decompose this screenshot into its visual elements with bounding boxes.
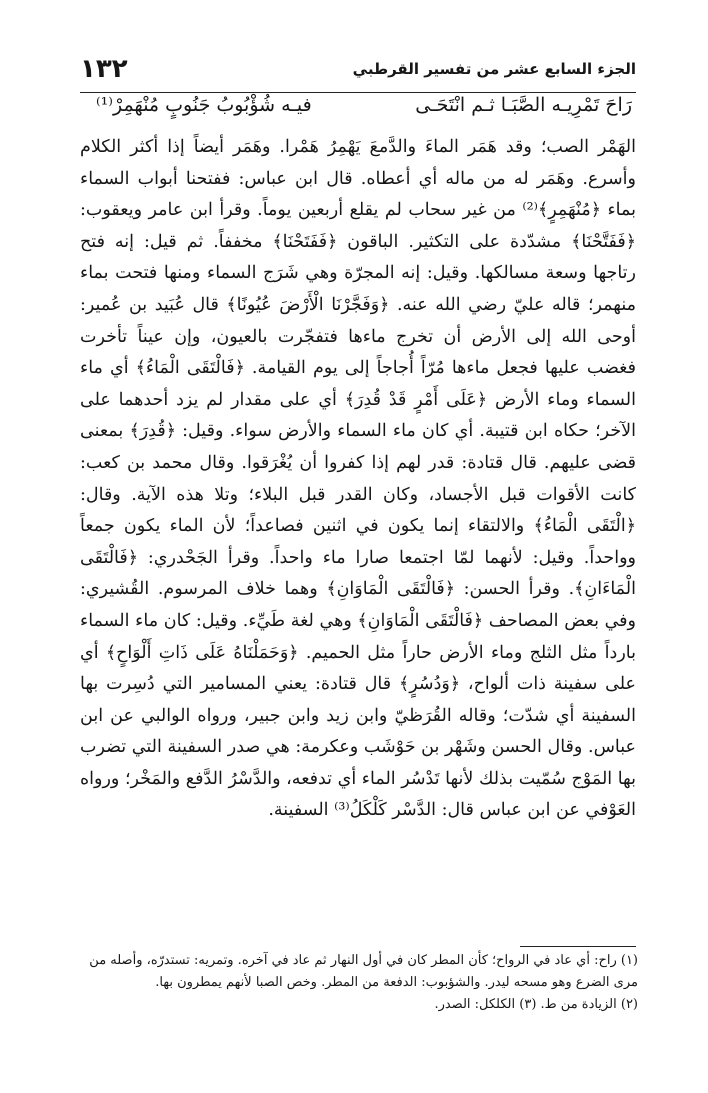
running-title: الجزء السابع عشر من تفسير القرطبي [352,60,636,78]
footnote-divider [520,946,636,947]
page-header [80,52,636,88]
header-divider [80,92,636,93]
page-number: ١٣٢ [80,54,128,84]
footnote-2-3: (٢) الزيادة من ط. (٣) الكلكل: الصدر. [434,997,638,1012]
verse-first-hemistich: رَاحَ تَمْرِيـه الصَّبَـا ثـم انْتَحَـى [415,94,632,116]
footnotes [76,950,638,1016]
commentary-text [80,132,636,827]
body-paragraph: الهَمْر الصب؛ وقد هَمَر الماءَ والدَّمعَ يَهْمِرُ هَمْرا. وهَمَر أيضاً إذا أكثر الكلام وأسرع. وهَمَر له من ماله أي أعطاه. قال ابن عباس: ففتحنا أبواب السماء بماء ﴿مُنْهَمِرٍ﴾⁽²⁾ من غير سحاب لم يقلع أربعين يوماً. وقرأ ابن عامر ويعقوب: ﴿فَفَتَّحْنَا﴾ مشدّدة على التكثير. الباقون ﴿فَفَتَحْنَا﴾ مخففاً. ثم قيل: إنه فتح رتاجها وسعة مسالكها. وقيل: إنه المجرّة وهي شَرَج السماء ومنها فتحت بماء منهمر؛ قاله عليّ رضي الله عنه. ﴿وَفَجَّرْنَا الْأَرْضَ عُيُونًا﴾ قال عُبَيد بن عُمير: أوحى الله إلى الأرض أن تخرج ماءها فتفجّرت بالعيون، وإن عيناً تأخرت فغضب عليها فجعل ماءها مُرّاً أُجاجاً إلى يوم القيامة. ﴿فَالْتَقَى الْمَاءُ﴾ أي ماء السماء وماء الأرض ﴿عَلَى أَمْرٍ قَدْ قُدِرَ﴾ أي على مقدار لم يزد أحدهما على الآخر؛ حكاه ابن قتيبة. أي كان ماء السماء والأرض سواء. وقيل: ﴿قُدِرَ﴾ بمعنى قضى عليهم. قال قتادة: قدر لهم إذا كفروا أن يُغْرَقوا. وقال محمد بن كعب: كانت الأقوات قبل الأجساد، وكان القدر قبل البلاء؛ وتلا هذه الآية. وقال: ﴿الْتَقَى الْمَاءُ﴾ والالتقاء إنما يكون في اثنين فصاعداً؛ لأن الماء يكون جمعاً وواحداً. وقيل: لأنهما لمّا اجتمعا صارا ماء واحداً. وقرأ الجَحْدري: ﴿فَالْتَقَى الْمَاءَانِ﴾. وقرأ الحسن: ﴿فَالْتَقَى الْمَاوَانِ﴾ وهما خلاف المرسوم. القُشيري: وفي بعض المصاحف ﴿فَالْتَقَى الْمَاوَانِ﴾ وهي لغة طَيِّء. وقيل: كان ماء السماء بارداً مثل الثلج وماء الأرض حاراً مثل الحميم. ﴿وَحَمَلْنَاهُ عَلَى ذَاتِ أَلْوَاحٍ﴾ أي على سفينة ذات ألواح، ﴿وَدُسُرٍ﴾ قال قتادة: يعني المسامير التي دُسِرت بها السفينة أي شدّت؛ وقاله القُرَظيّ وابن زيد وابن جبير، ورواه الوالبي عن ابن عباس. وقال الحسن وشَهْر بن حَوْشَب وعكرمة: هي صدر السفينة التي تضرب بها المَوْج سُمّيت بذلك لأنها تَدْسُر الماء أي تدفعه، والدَّسْرُ الدَّفع والمَخْر؛ ورواه العَوْفي عن ابن عباس قال: الدَّسْر كَلْكَلُ⁽³⁾ السفينة. [80,137,636,821]
verse-second-hemistich: فيـه شُؤْبُوبُ جَنُوبٍ مُنْهَمِرْ⁽¹⁾ [96,94,312,116]
poetry-verse [96,94,632,124]
footnote-1: (١) راح: أي عاد في الرواح؛ كأن المطر كان في أول النهار ثم عاد في آخره. وتمريه: تستدرّه، وأصله من مرى الضرع وهو مسحه ليدر. والشؤبوب: الدفعة من المطر. وخص الصبا لأنهم يمطرون بها. [89,953,638,990]
